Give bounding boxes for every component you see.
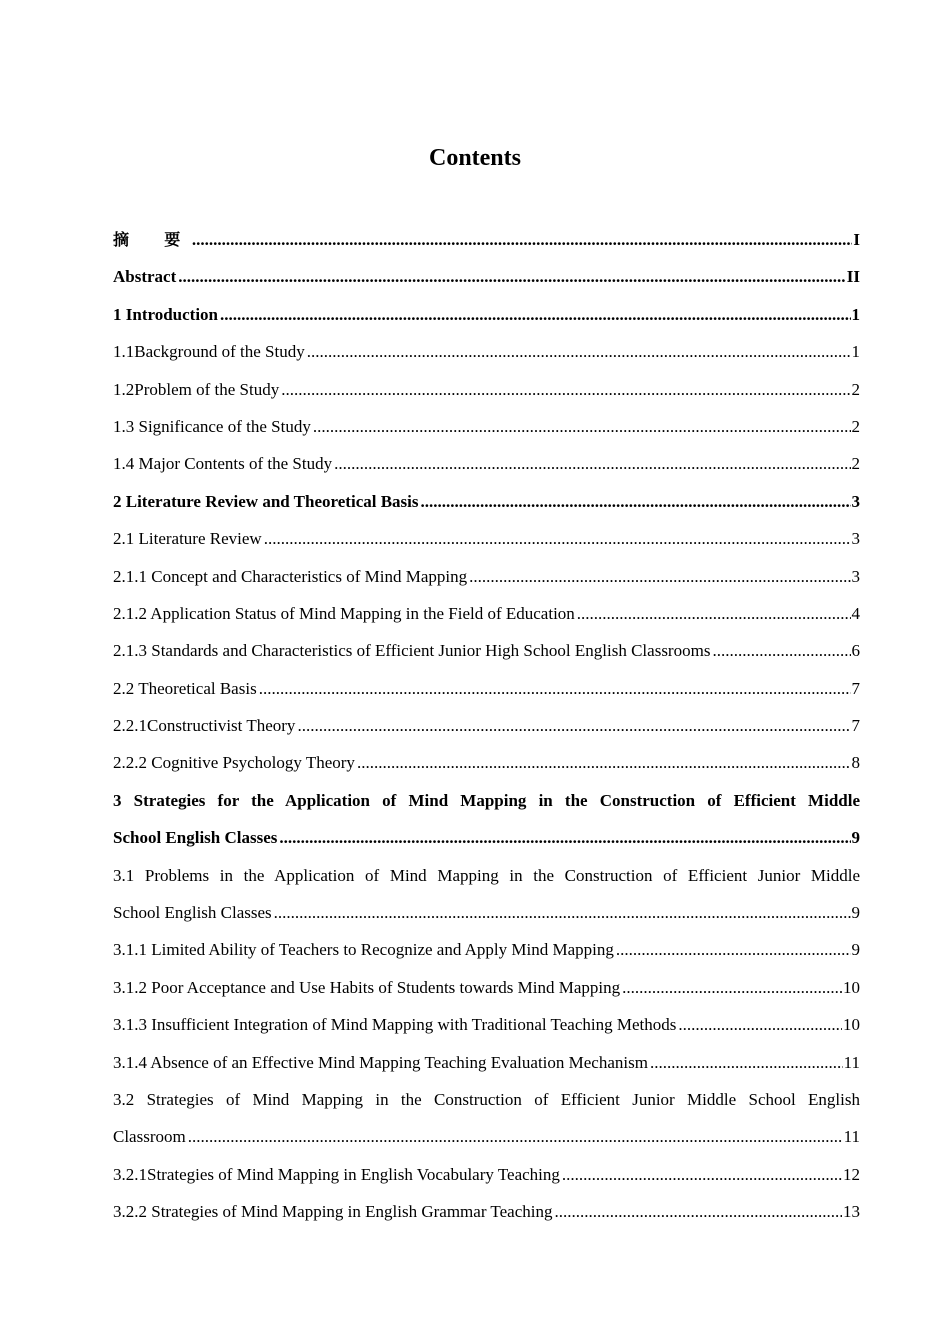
toc-entry-title: 1.1Background of the Study: [113, 342, 305, 362]
dot-leader: [357, 744, 851, 781]
toc-entry[interactable]: [113, 1156, 860, 1193]
toc-entry[interactable]: [113, 1044, 860, 1081]
toc-entry[interactable]: [113, 258, 860, 295]
toc-entry-title: 2.2.2 Cognitive Psychology Theory: [113, 753, 355, 773]
toc-page-number: 7: [851, 678, 860, 698]
toc-page-number: 12: [843, 1164, 860, 1184]
toc-entry-title: 摘 要: [113, 230, 190, 249]
toc-entry-title: School English Classes: [113, 903, 272, 923]
toc-entry[interactable]: [113, 670, 860, 707]
toc-page-number: 1: [851, 304, 860, 324]
toc-entry[interactable]: [113, 221, 860, 258]
toc-entry[interactable]: [113, 894, 860, 931]
table-of-contents: [113, 221, 860, 1231]
toc-page-number: 10: [843, 1015, 860, 1035]
toc-entry-title: School English Classes: [113, 828, 278, 848]
toc-entry[interactable]: [113, 819, 860, 856]
dot-leader: [279, 819, 850, 856]
toc-page-number: 9: [851, 828, 860, 848]
toc-page-number: 11: [843, 1127, 860, 1147]
page-title: Contents: [428, 145, 521, 171]
toc-page-number: 13: [843, 1202, 860, 1222]
dot-leader: [678, 1006, 842, 1043]
toc-entry-title: 3.1.4 Absence of an Effective Mind Mapping Teaching Evaluation Mechanism: [113, 1052, 648, 1072]
toc-entry-title: 3.2.1Strategies of Mind Mapping in English Vocabulary Teaching: [113, 1164, 560, 1184]
toc-entry-title-line[interactable]: 3 Strategies for the Application of Mind Mapping in the Construction of Efficient Middle: [113, 790, 860, 810]
toc-entry[interactable]: [113, 1118, 860, 1155]
toc-entry[interactable]: [113, 632, 860, 669]
dot-leader: [622, 969, 842, 1006]
dot-leader: [307, 333, 851, 370]
dot-leader: [712, 632, 850, 669]
dot-leader: [421, 483, 851, 520]
toc-page-number: 3: [851, 566, 860, 586]
dot-leader: [313, 408, 851, 445]
toc-page-number: 6: [851, 641, 860, 661]
toc-entry-title: Abstract: [113, 267, 177, 287]
toc-entry[interactable]: [113, 408, 860, 445]
dot-leader: [281, 371, 850, 408]
toc-entry-title: 2.1.3 Standards and Characteristics of Efficient Junior High School English Classrooms: [113, 641, 711, 661]
dot-leader: [469, 558, 850, 595]
toc-page-number: 8: [851, 753, 860, 773]
toc-entry-title: 2.2 Theoretical Basis: [113, 678, 257, 698]
dot-leader: [264, 520, 851, 557]
toc-entry-title: Classroom: [113, 1127, 186, 1147]
toc-page-number: I: [853, 230, 860, 249]
dot-leader: [650, 1044, 843, 1081]
toc-entry-title-line[interactable]: 3.2 Strategies of Mind Mapping in the Construction of Efficient Junior Middle School English: [113, 1089, 860, 1109]
toc-page-number: II: [846, 267, 860, 287]
dot-leader: [577, 595, 851, 632]
toc-entry[interactable]: [113, 296, 860, 333]
dot-leader: [192, 221, 853, 258]
dot-leader: [188, 1118, 843, 1155]
toc-entry-title: 3.2.2 Strategies of Mind Mapping in English Grammar Teaching: [113, 1202, 553, 1222]
toc-page-number: 1: [851, 342, 860, 362]
toc-entry-title: 1.4 Major Contents of the Study: [113, 454, 333, 474]
toc-entry[interactable]: [113, 520, 860, 557]
toc-entry[interactable]: [113, 483, 860, 520]
dot-leader: [554, 1193, 842, 1230]
toc-page-number: 2: [851, 454, 860, 474]
toc-entry-title: 3.1.3 Insufficient Integration of Mind Mapping with Traditional Teaching Methods: [113, 1015, 677, 1035]
toc-entry[interactable]: [113, 595, 860, 632]
toc-page-number: 4: [851, 603, 860, 623]
dot-leader: [178, 258, 846, 295]
toc-entry-title: 2 Literature Review and Theoretical Basis: [113, 491, 419, 511]
dot-leader: [562, 1156, 842, 1193]
toc-entry-title: 3.1.2 Poor Acceptance and Use Habits of Students towards Mind Mapping: [113, 977, 621, 997]
dot-leader: [334, 445, 850, 482]
toc-entry[interactable]: [113, 445, 860, 482]
toc-entry-title: 1.2Problem of the Study: [113, 379, 280, 399]
toc-entry-title: 2.1.1 Concept and Characteristics of Mind Mapping: [113, 566, 468, 586]
toc-entry-title: 2.2.1Constructivist Theory: [113, 716, 296, 736]
toc-page-number: 7: [851, 716, 860, 736]
toc-entry-title: 3.1.1 Limited Ability of Teachers to Recognize and Apply Mind Mapping: [113, 940, 614, 960]
dot-leader: [274, 894, 851, 931]
toc-entry[interactable]: [113, 333, 860, 370]
toc-page-number: 3: [851, 491, 860, 511]
toc-page-number: 2: [851, 416, 860, 436]
toc-entry-title: 2.1.2 Application Status of Mind Mapping in the Field of Education: [113, 603, 575, 623]
toc-page-number: 10: [843, 977, 860, 997]
toc-entry-title-line[interactable]: 3.1 Problems in the Application of Mind Mapping in the Construction of Efficient Junior Middle: [113, 865, 860, 885]
toc-page-number: 2: [851, 379, 860, 399]
dot-leader: [259, 670, 851, 707]
dot-leader: [220, 296, 850, 333]
toc-page-number: 11: [843, 1052, 860, 1072]
toc-entry[interactable]: [113, 371, 860, 408]
toc-entry-title: 1 Introduction: [113, 304, 219, 324]
toc-entry-title: 2.1 Literature Review: [113, 529, 262, 549]
toc-page-number: 9: [851, 903, 860, 923]
toc-page-number: 9: [851, 940, 860, 960]
toc-entry[interactable]: [113, 707, 860, 744]
toc-entry-title: 1.3 Significance of the Study: [113, 416, 311, 436]
toc-entry[interactable]: [113, 1193, 860, 1230]
toc-entry[interactable]: [113, 969, 860, 1006]
toc-entry[interactable]: [113, 744, 860, 781]
toc-entry[interactable]: [113, 1006, 860, 1043]
toc-page-number: 3: [851, 529, 860, 549]
toc-entry[interactable]: [113, 558, 860, 595]
dot-leader: [297, 707, 850, 744]
toc-entry[interactable]: [113, 931, 860, 968]
dot-leader: [616, 931, 851, 968]
